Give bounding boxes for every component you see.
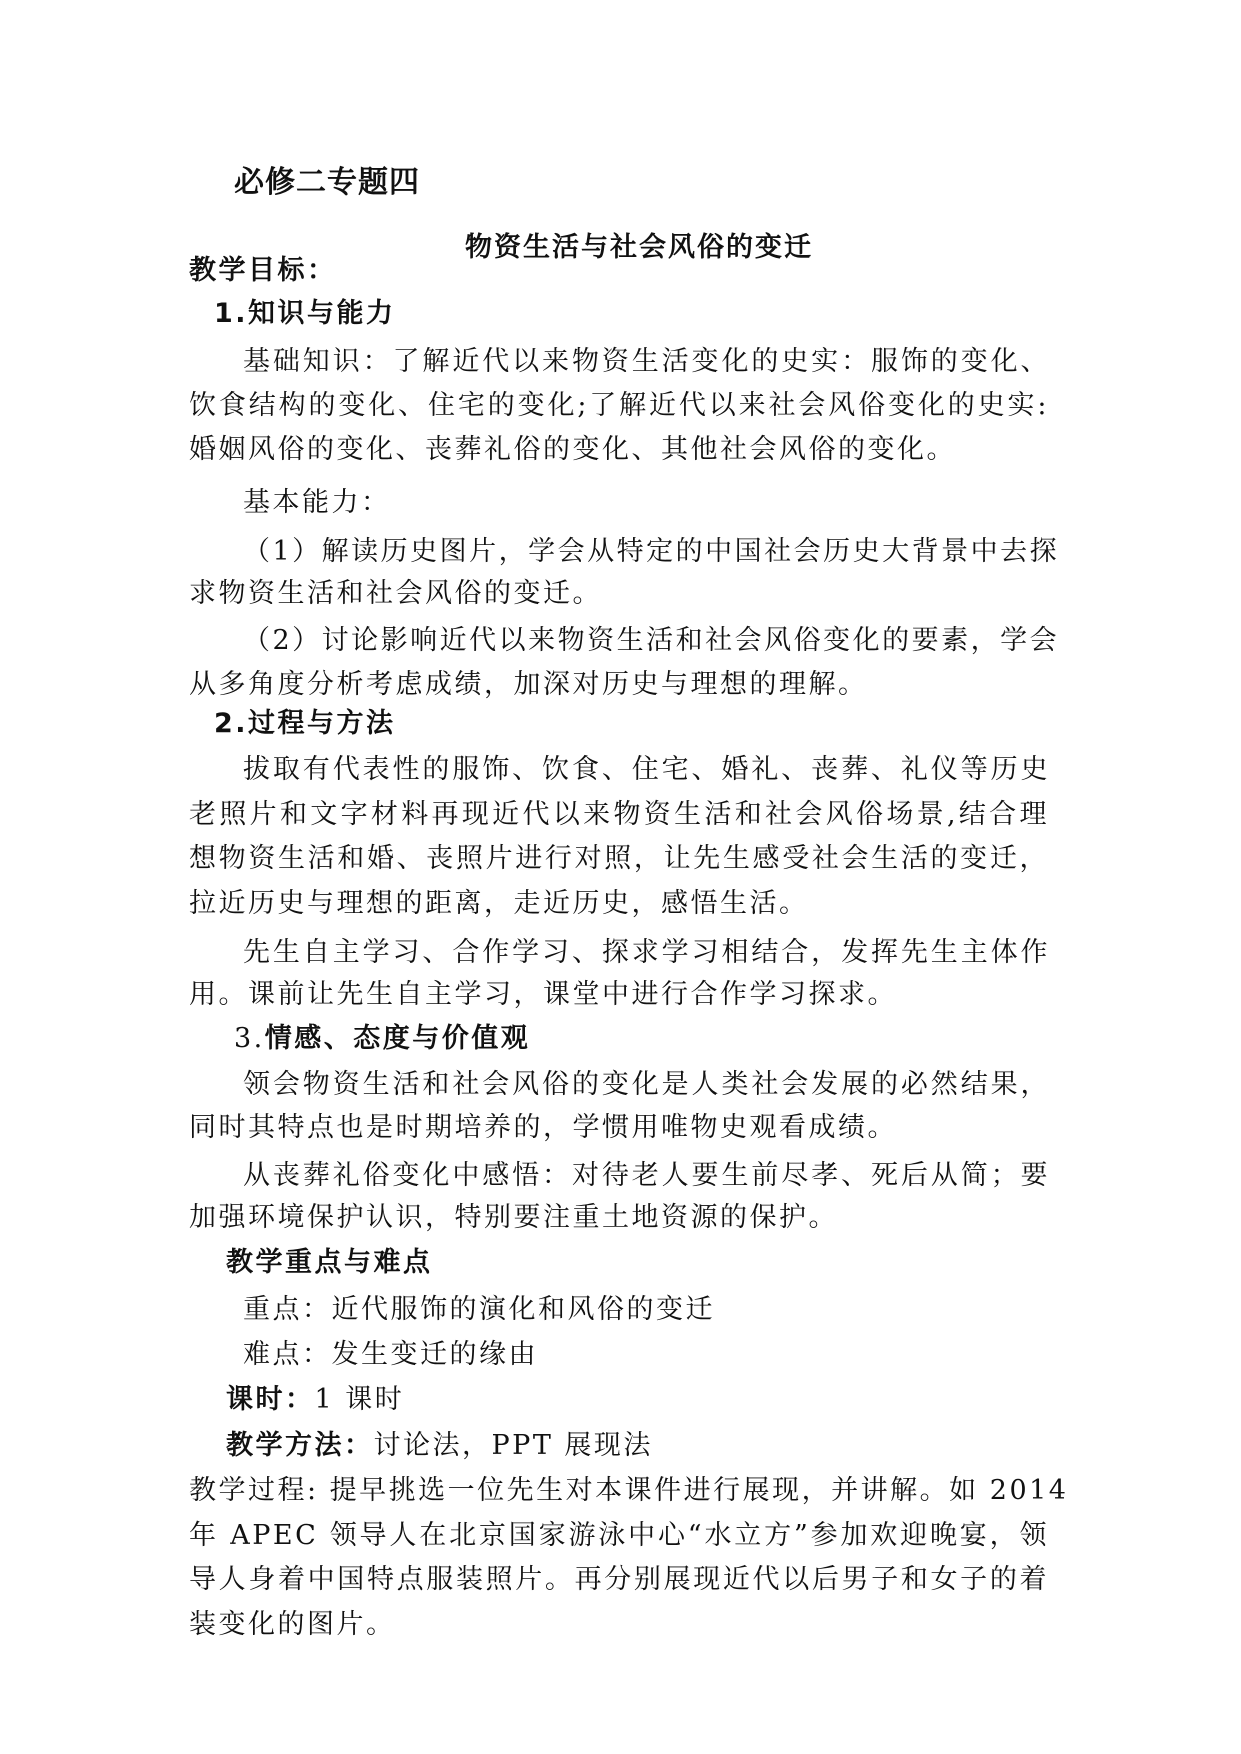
document-title: 必修二专题四: [234, 165, 420, 200]
basic-knowledge-line: 婚姻风俗的变化、丧葬礼俗的变化、其他社会风俗的变化。: [189, 434, 956, 465]
section3-heading: [234, 1019, 530, 1059]
process-method-line: 用。课前让先生自主学习，课堂中进行合作学习探求。: [189, 979, 897, 1010]
basic-knowledge-line: 饮食结构的变化、住宅的变化;了解近代以来社会风俗变化的史实:: [189, 390, 1049, 421]
ability-item-line: （2）讨论影响近代以来物资生活和社会风俗变化的要素，学会: [243, 625, 1060, 656]
process-method-line: 先生自主学习、合作学习、探求学习相结合，发挥先生主体作: [243, 937, 1050, 968]
difficulty-line: 难点：发生变迁的缘由: [243, 1339, 538, 1370]
teaching-method-line: [226, 1426, 653, 1466]
values-line: 从丧葬礼俗变化中感悟：对待老人要生前尽孝、死后从简；要: [243, 1160, 1050, 1191]
process-method-line: 老照片和文字材料再现近代以来物资生活和社会风俗场景,结合理: [189, 799, 1049, 830]
ability-item-line: 从多角度分析考虑成绩，加深对历史与理想的理解。: [189, 669, 868, 700]
key-point-line: 重点：近代服饰的演化和风俗的变迁: [243, 1294, 715, 1325]
basic-knowledge-line: 基础知识：了解近代以来物资生活变化的史实：服饰的变化、: [243, 346, 1050, 377]
values-line: 领会物资生活和社会风俗的变化是人类社会发展的必然结果，: [243, 1069, 1050, 1100]
ability-item-line: 求物资生活和社会风俗的变迁。: [189, 578, 602, 609]
section3-heading-text: 情感、态度与价值观: [264, 1023, 531, 1054]
ability-item-line: （1）解读历史图片，学会从特定的中国社会历史大背景中去探: [243, 536, 1060, 567]
process-method-line: 拔取有代表性的服饰、饮食、住宅、婚礼、丧葬、礼仪等历史: [243, 754, 1050, 785]
class-period-value: 1 课时: [314, 1384, 405, 1415]
class-period-label: 课时：: [226, 1384, 315, 1415]
values-line: 同时其特点也是时期培养的，学惯用唯物史观看成绩。: [189, 1112, 897, 1143]
class-period-line: [226, 1380, 404, 1420]
basic-ability-label: 基本能力：: [243, 487, 391, 518]
teaching-process-line: 年 APEC 领导人在北京国家游泳中心“水立方”参加欢迎晚宴，领: [189, 1520, 1049, 1551]
teaching-method-value: 讨论法，PPT 展现法: [373, 1430, 653, 1461]
teaching-process-line: 装变化的图片。: [189, 1609, 396, 1640]
teaching-process-line: 导人身着中国特点服装照片。再分别展现近代以后男子和女子的着: [189, 1564, 1049, 1595]
focus-heading: 教学重点与难点: [226, 1247, 433, 1278]
section2-heading: 2.过程与方法: [214, 708, 396, 739]
teaching-process-line: 教学过程: 提早挑选一位先生对本课件进行展现，并讲解。如 2014: [189, 1475, 1069, 1506]
teaching-goals-heading: 教学目标：: [189, 255, 337, 286]
teaching-method-label: 教学方法：: [226, 1430, 374, 1461]
process-method-line: 想物资生活和婚、丧照片进行对照，让先生感受社会生活的变迁，: [189, 843, 1049, 874]
values-line: 加强环境保护认识，特别要注重土地资源的保护。: [189, 1202, 838, 1233]
process-method-line: 拉近历史与理想的距离，走近历史，感悟生活。: [189, 888, 809, 919]
section1-heading: 1.知识与能力: [214, 298, 396, 329]
section3-heading-number: 3.: [234, 1023, 265, 1054]
lesson-title: 物资生活与社会风俗的变迁: [465, 232, 813, 263]
